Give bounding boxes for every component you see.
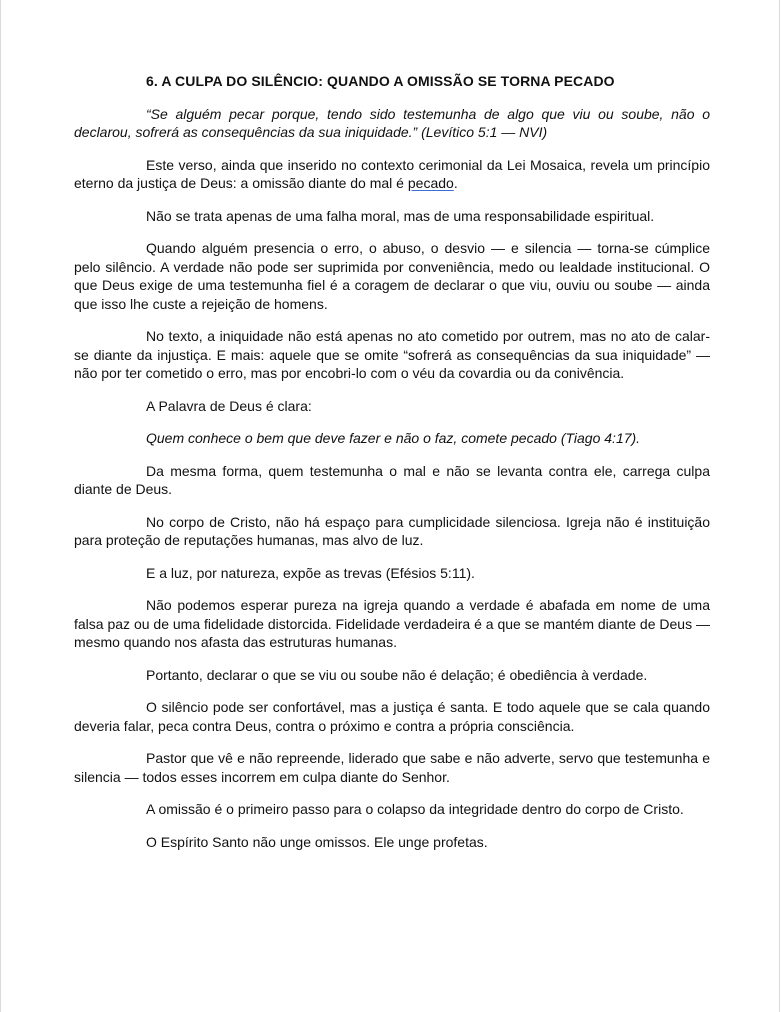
paragraph-11: Portanto, declarar o que se viu ou soube não é delação; é obediência à verdade.: [146, 666, 648, 683]
paragraph-4: No texto, a iniquidade não está apenas no ato cometido por outrem, mas no ato de calar-se diante da injustiça. E mais: aquele que se omite “sofrerá as consequências da sua iniquidade” — não por ter cometido o erro, mas por encobri-lo com o véu da covardia ou da conivência.: [74, 328, 710, 381]
paragraph-1-end: .: [453, 175, 458, 191]
paragraph-13: Pastor que vê e não repreende, liderado que sabe e não adverte, servo que testemunha e silencia — todos esses incorrem em culpa diante do Senhor.: [74, 750, 710, 785]
paragraph-8: No corpo de Cristo, não há espaço para cumplicidade silenciosa. Igreja não é instituição para proteção de reputações humanas, mas alvo de luz.: [74, 513, 710, 548]
paragraph-3: Quando alguém presencia o erro, o abuso, o desvio — e silencia — torna-se cúmplice pelo silêncio. A verdade não pode ser suprimida por conveniência, medo ou lealdade institucional. O que Deus exige de uma testemunha fiel é a coragem de declarar o que viu, ouviu ou soube — ainda que isso lhe custe a rejeição de homens.: [74, 240, 710, 312]
paragraph-15: O Espírito Santo não unge omissos. Ele unge profetas.: [146, 833, 488, 850]
paragraph-9: E a luz, por natureza, expõe as trevas (Efésios 5:11).: [146, 564, 475, 581]
paragraph-1: [74, 156, 710, 193]
paragraph-12: O silêncio pode ser confortável, mas a justiça é santa. E todo aquele que se cala quando deveria falar, peca contra Deus, contra o próximo e contra a própria consciência.: [74, 699, 710, 734]
paragraph-6-quote: Quem conhece o bem que deve fazer e não o faz, comete pecado (Tiago 4:17).: [146, 430, 641, 446]
paragraph-2: Não se trata apenas de uma falha moral, mas de uma responsabilidade espiritual.: [146, 207, 655, 224]
paragraph-1-text: Este verso, ainda que inserido no contexto cerimonial da Lei Mosaica, revela um princípio eterno da justiça de Deus: a omissão diante do mal é: [74, 156, 710, 191]
paragraph-5: A Palavra de Deus é clara:: [146, 397, 312, 414]
spellcheck-underlined-word[interactable]: pecado: [407, 175, 454, 191]
paragraph-10: Não podemos esperar pureza na igreja quando a verdade é abafada em nome de uma falsa paz ou de uma fidelidade distorcida. Fidelidade verdadeira é a que se mantém diante de Deus — mesmo quando nos afasta das estruturas humanas.: [74, 597, 710, 650]
paragraph-7: Da mesma forma, quem testemunha o mal e não se levanta contra ele, carrega culpa diante de Deus.: [74, 462, 710, 497]
section-heading: 6. A CULPA DO SILÊNCIO: QUANDO A OMISSÃO SE TORNA PECADO: [146, 73, 615, 89]
paragraph-14: A omissão é o primeiro passo para o colapso da integridade dentro do corpo de Cristo.: [146, 801, 684, 817]
epigraph-quote: “Se alguém pecar porque, tendo sido testemunha de algo que viu ou soube, não o declarou, sofrerá as consequências da sua iniquidade.” (Levítico 5:1 — NVI): [74, 105, 710, 140]
document-body: [74, 72, 710, 865]
